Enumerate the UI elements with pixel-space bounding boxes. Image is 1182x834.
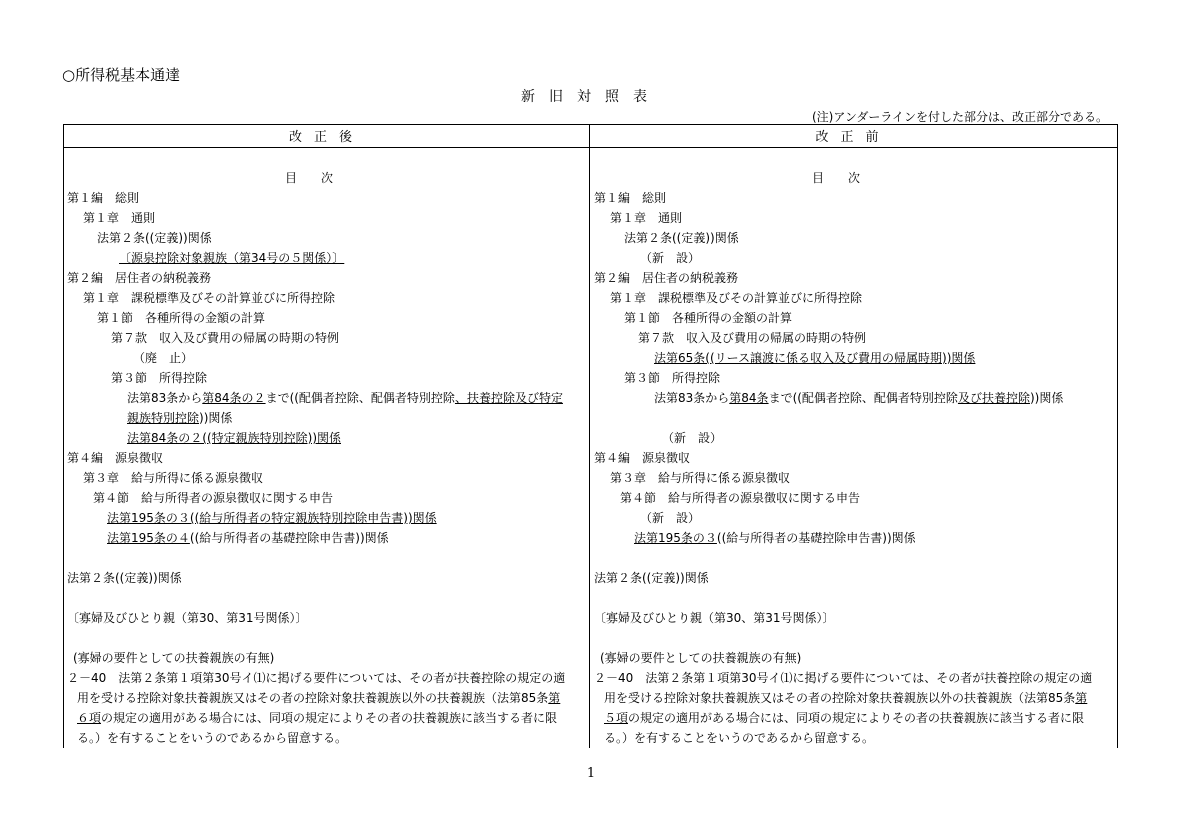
text-line (97, 308, 265, 328)
text-segment: る。）を有することをいうのであるから留意する。 (77, 731, 348, 745)
text-line (83, 288, 335, 308)
text-line (640, 248, 700, 268)
revised-text: 法第195条の４ (107, 531, 190, 545)
text-line (594, 608, 835, 628)
text-line (111, 328, 339, 348)
text-line (111, 368, 207, 388)
text-segment: 第３章 給与所得に係る源泉徴収 (610, 471, 791, 485)
text-line (594, 448, 690, 468)
text-line (638, 328, 866, 348)
text-segment: 法第２条((定義))関係 (594, 571, 709, 585)
text-segment: 第１節 各種所得の金額の計算 (624, 311, 793, 325)
revised-text: ５項 (604, 711, 629, 725)
text-line (83, 468, 263, 488)
text-line (594, 268, 738, 288)
revised-text: 、扶養控除及び特定 (454, 391, 563, 405)
text-line (67, 608, 308, 628)
revised-text: 第 (548, 691, 561, 705)
text-line (624, 368, 720, 388)
text-line (620, 488, 860, 508)
text-line (604, 688, 1087, 708)
text-segment: 第２編 居住者の納税義務 (67, 271, 212, 285)
text-segment: 第７款 収入及び費用の帰属の時期の特例 (638, 331, 867, 345)
underline-note: (注)アンダーラインを付した部分は、改正部分である。 (811, 110, 1108, 124)
header-bottom-border (63, 147, 1118, 148)
text-line (67, 568, 182, 588)
revised-text: 法第195条の３((給与所得者の特定親族特別控除申告書))関係 (107, 511, 437, 525)
text-line (93, 488, 333, 508)
text-line (67, 268, 211, 288)
text-segment: 目 次 (285, 171, 334, 185)
text-line (610, 288, 862, 308)
text-line (67, 188, 139, 208)
revised-text: 法第65条((リース譲渡に係る収入及び費用の帰属時期))関係 (654, 351, 976, 365)
text-line (127, 408, 232, 428)
text-segment: ２－40 法第２条第１項第30号イ⑴に掲げる要件については、その者が扶養控除の規定の適 (67, 671, 566, 685)
text-line (610, 208, 682, 228)
text-segment: 法第２条((定義))関係 (624, 231, 739, 245)
text-segment: の規定の適用がある場合には、同項の規定によりその者の扶養親族に該当する者に限 (101, 711, 558, 725)
revised-text: 第 (1075, 691, 1088, 705)
text-segment: 第７款 収入及び費用の帰属の時期の特例 (111, 331, 340, 345)
text-line (594, 568, 709, 588)
text-line (83, 208, 155, 228)
text-line (133, 348, 193, 368)
document-title: ○所得税基本通達 (62, 66, 181, 84)
text-segment: まで((配偶者控除、配偶者特別控除 (265, 391, 455, 405)
text-segment: 〔寡婦及びひとり親（第30、第31号関係）〕 (67, 611, 308, 625)
text-line (97, 228, 212, 248)
text-line (127, 428, 341, 448)
text-segment: 第２編 居住者の納税義務 (594, 271, 739, 285)
text-line (634, 528, 916, 548)
header-after-revision: 改正後 (288, 130, 364, 145)
text-segment: 第１章 通則 (83, 211, 156, 225)
text-line (662, 428, 722, 448)
text-segment: 第３節 所得控除 (111, 371, 208, 385)
header-before-revision: 改正前 (815, 130, 891, 145)
text-segment: 第３章 給与所得に係る源泉徴収 (83, 471, 264, 485)
text-segment: 第１編 総則 (594, 191, 667, 205)
text-segment: （新 設） (640, 511, 701, 525)
text-segment: 第１編 総則 (67, 191, 140, 205)
text-line (624, 308, 792, 328)
text-line (594, 188, 666, 208)
text-segment: 目 次 (812, 171, 861, 185)
revised-text: 第84条の２ (202, 391, 266, 405)
text-line (604, 728, 874, 748)
text-line (107, 508, 437, 528)
text-segment: 法第２条((定義))関係 (67, 571, 182, 585)
text-segment: 用を受ける控除対象扶養親族又はその者の控除対象扶養親族以外の扶養親族（法第85条 (604, 691, 1076, 705)
text-segment: ((給与所得者の基礎控除申告書))関係 (716, 531, 916, 545)
text-line (67, 668, 565, 688)
text-segment: 第４編 源泉徴収 (594, 451, 691, 465)
text-line (624, 228, 739, 248)
text-line (610, 468, 790, 488)
column-divider (589, 124, 590, 748)
text-line (604, 708, 1084, 728)
text-segment: 第３節 所得控除 (624, 371, 721, 385)
text-line (594, 668, 1092, 688)
text-line (67, 448, 163, 468)
text-segment: 第４節 給与所得者の源泉徴収に関する申告 (93, 491, 334, 505)
revised-text: 第84条 (729, 391, 769, 405)
text-line (600, 648, 801, 668)
text-segment: 第１章 通則 (610, 211, 683, 225)
text-line (812, 168, 860, 188)
text-segment: 第１章 課税標準及びその計算並びに所得控除 (83, 291, 336, 305)
revised-text: 〔源泉控除対象親族（第34号の５関係）〕 (119, 251, 345, 265)
text-line (285, 168, 333, 188)
text-segment: 第４編 源泉徴収 (67, 451, 164, 465)
text-segment: (寡婦の要件としての扶養親族の有無) (600, 651, 802, 665)
text-segment: の規定の適用がある場合には、同項の規定によりその者の扶養親族に該当する者に限 (628, 711, 1085, 725)
text-segment: 法第２条((定義))関係 (97, 231, 212, 245)
text-line (640, 508, 700, 528)
page-number: 1 (586, 766, 596, 781)
table-title: 新旧対照表 (521, 89, 661, 105)
text-segment: （新 設） (640, 251, 701, 265)
text-segment: ))関係 (199, 411, 233, 425)
text-segment: まで((配偶者控除、配偶者特別控除 (768, 391, 958, 405)
text-segment: 第１章 課税標準及びその計算並びに所得控除 (610, 291, 863, 305)
text-segment: 第４節 給与所得者の源泉徴収に関する申告 (620, 491, 861, 505)
revised-text: 及び扶養控除 (957, 391, 1030, 405)
revised-text: 親族特別控除 (127, 411, 200, 425)
text-segment: 法第83条から (654, 391, 730, 405)
text-segment: 第１節 各種所得の金額の計算 (97, 311, 266, 325)
text-line (119, 248, 344, 268)
text-line (654, 388, 1063, 408)
text-line (77, 708, 557, 728)
text-segment: （新 設） (662, 431, 723, 445)
text-segment: ２－40 法第２条第１項第30号イ⑴に掲げる要件については、その者が扶養控除の規定の適 (594, 671, 1093, 685)
text-segment: ))関係 (1029, 391, 1064, 405)
text-segment: （廃 止） (133, 351, 194, 365)
revised-text: 法第84条の２((特定親族特別控除))関係 (127, 431, 341, 445)
text-line (107, 528, 389, 548)
text-segment: ((給与所得者の基礎控除申告書))関係 (189, 531, 389, 545)
text-segment: 〔寡婦及びひとり親（第30、第31号関係）〕 (594, 611, 835, 625)
table-top-border (63, 124, 1118, 125)
text-segment: る。）を有することをいうのであるから留意する。 (604, 731, 875, 745)
text-segment: 法第83条から (127, 391, 203, 405)
revised-text: ６項 (77, 711, 102, 725)
text-line (654, 348, 975, 368)
text-segment: 用を受ける控除対象扶養親族又はその者の控除対象扶養親族以外の扶養親族（法第85条 (77, 691, 549, 705)
text-segment: (寡婦の要件としての扶養親族の有無) (73, 651, 275, 665)
text-line (73, 648, 274, 668)
text-line (77, 688, 560, 708)
text-line (77, 728, 347, 748)
revised-text: 法第195条の３ (634, 531, 717, 545)
text-line (127, 388, 563, 408)
